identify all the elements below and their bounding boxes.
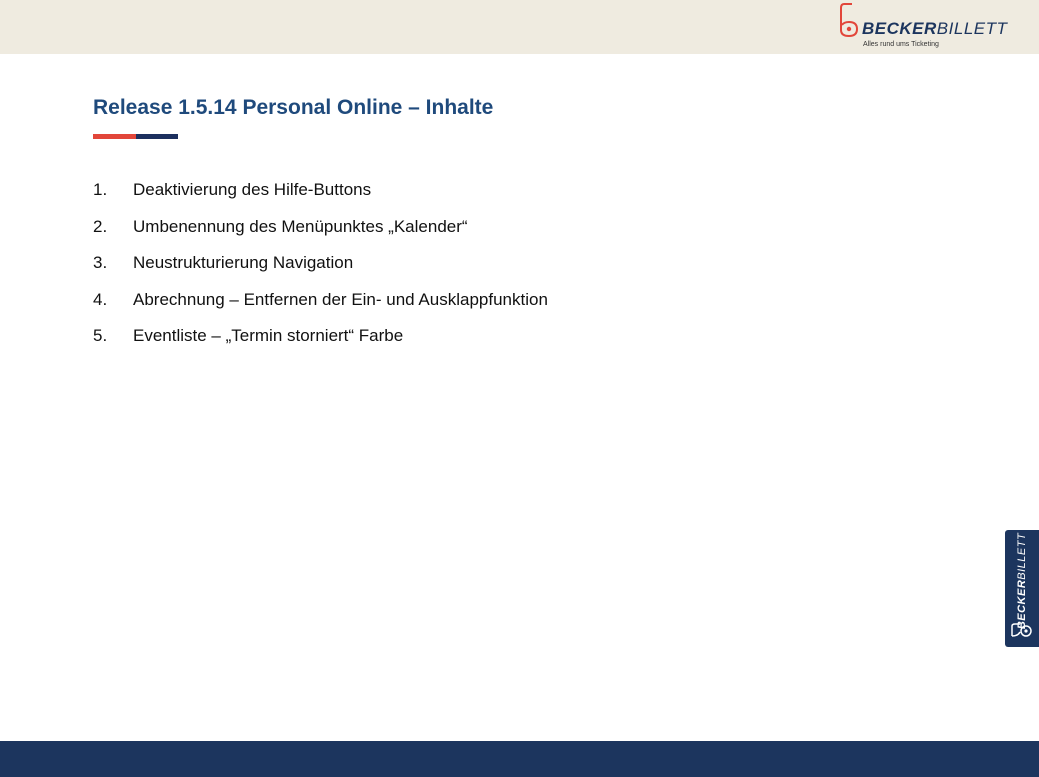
- logo-tagline: Alles rund ums Ticketing: [863, 41, 939, 48]
- list-item: [93, 253, 548, 290]
- logo-wordmark-part2: BILLETT: [936, 19, 1008, 38]
- logo-mark-icon: [838, 2, 862, 38]
- side-tab-wordmark: [1016, 532, 1028, 628]
- footer-band: [0, 741, 1039, 777]
- side-tab-wordmark-part2: BILLETT: [1016, 532, 1028, 580]
- content-list: [93, 180, 548, 363]
- list-item-text: Deaktivierung des Hilfe-Buttons: [133, 180, 372, 199]
- side-tab-becker-billett[interactable]: [1005, 530, 1039, 647]
- list-item-text: Umbenennung des Menüpunktes „Kalender“: [133, 216, 468, 236]
- list-item: [93, 326, 548, 363]
- title-underline-navy: [136, 134, 178, 139]
- list-item: [93, 217, 548, 254]
- title-underline: [93, 134, 178, 139]
- side-tab-wordmark-part1: BECKER: [1016, 579, 1028, 629]
- list-item-text: Eventliste – „Termin storniert“ Farbe: [133, 326, 404, 345]
- list-item-number: 1.: [93, 180, 108, 199]
- list-item-number: 5.: [93, 326, 108, 345]
- list-item: [93, 180, 548, 217]
- list-item-text: Abrechnung – Entfernen der Ein- und Ausklappfunktion: [133, 289, 548, 309]
- list-item-number: 3.: [93, 253, 108, 272]
- list-item-number: 4.: [93, 289, 108, 309]
- list-item: [93, 290, 548, 327]
- list-item-text: Neustrukturierung Navigation: [133, 253, 354, 272]
- becker-billett-logo: [838, 2, 1008, 52]
- logo-wordmark: [862, 19, 1007, 39]
- list-item-number: 2.: [93, 216, 108, 236]
- header-band: [0, 0, 1039, 54]
- side-tab-logo-mark-icon: [1010, 622, 1034, 638]
- logo-wordmark-part1: BECKER: [862, 19, 937, 38]
- slide-title: Release 1.5.14 Personal Online – Inhalte: [93, 96, 494, 119]
- title-underline-red: [93, 134, 136, 139]
